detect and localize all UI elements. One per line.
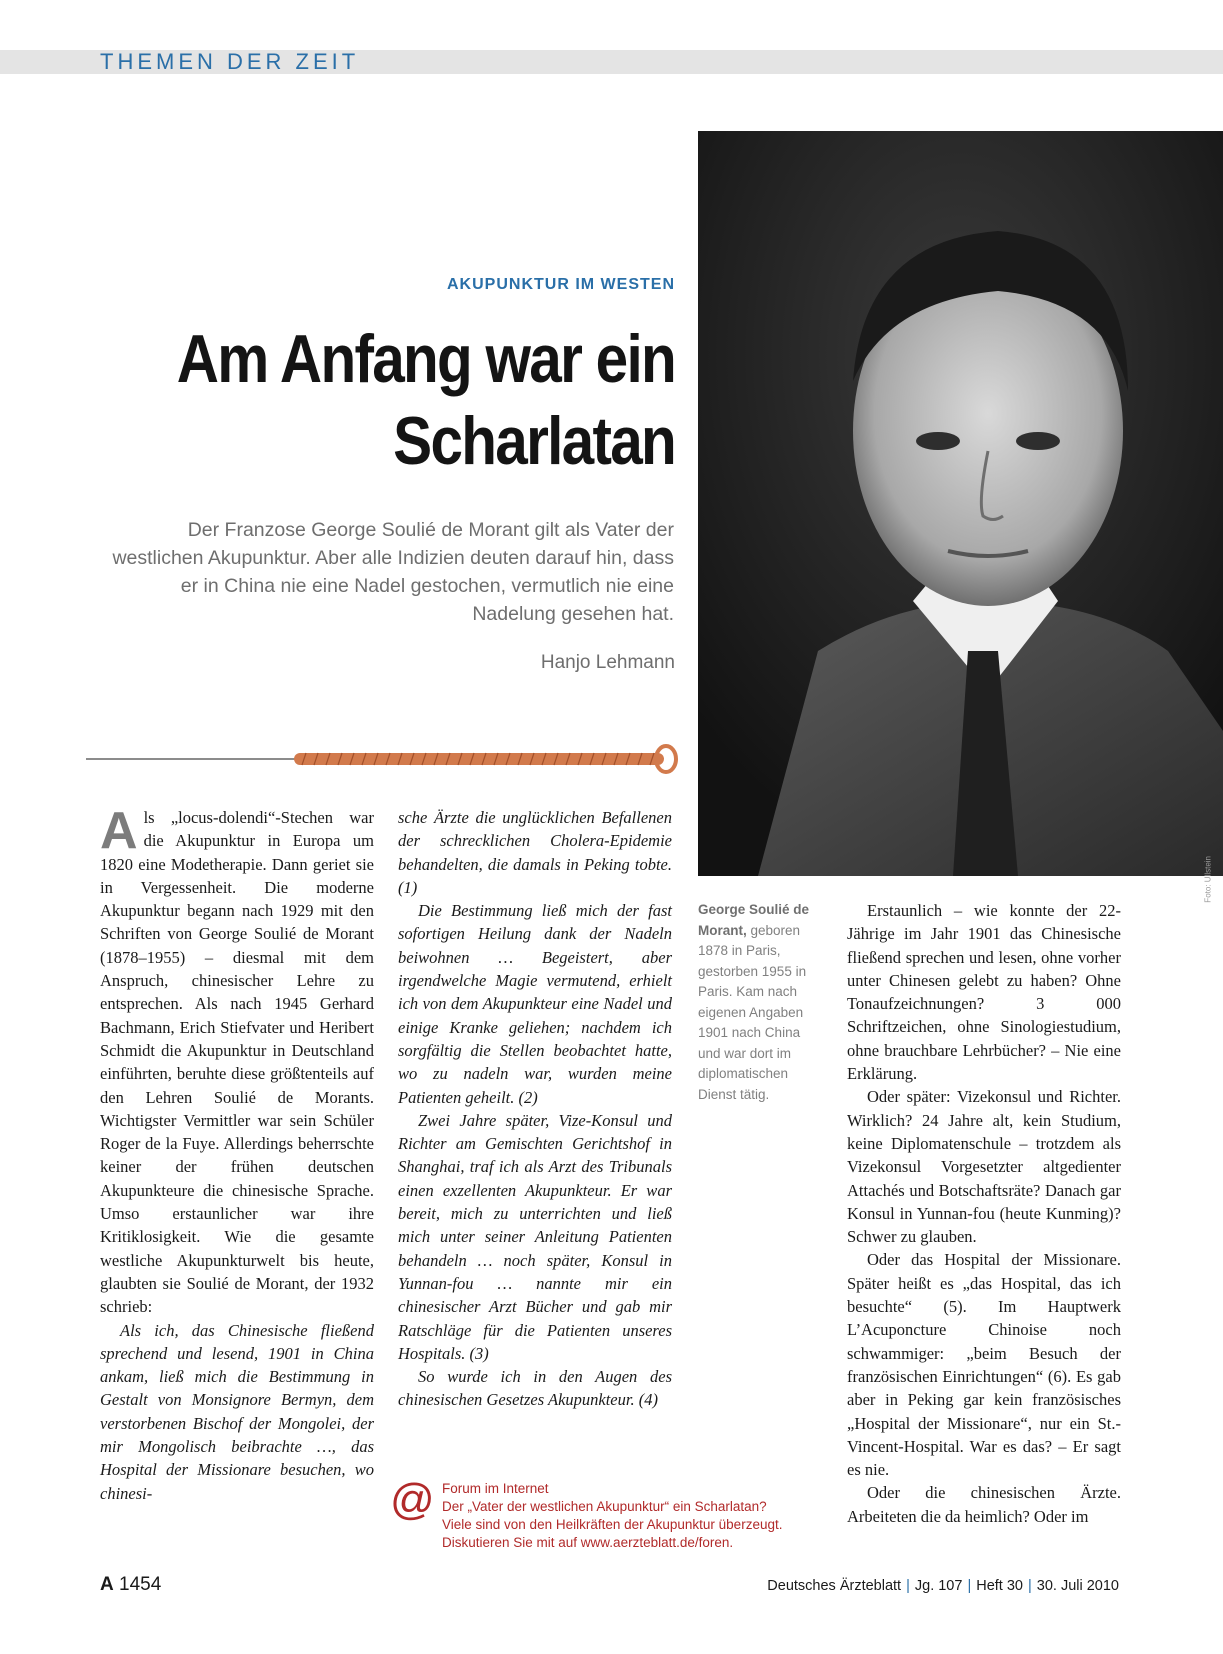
- paragraph: [100, 802, 374, 1319]
- caption-text: geboren 1878 in Paris, gestorben 1955 in Paris. Kam nach eigenen Angaben 1901 nach China und war dort im diplomatischen Dienst tätig.: [698, 922, 807, 1102]
- quote-text: sche Ärzte die unglücklichen Befallenen der schrecklichen Cholera-Epidemie behandelten, die damals in Peking tobte. (1): [398, 808, 672, 897]
- acupuncture-needle-illustration: [86, 744, 682, 774]
- forum-box: [390, 1475, 810, 1558]
- quote-text: Die Bestimmung ließ mich der fast sofortigen Heilung dank der Nadeln beiwohnen … Begeistert, aber irgendwelche Magie vermutend, erhielt ich von dem Akupunkteur eine Nadel und einige Kranke geliehen; nachdem ich sorgfältig die Stellen beobachtet hatte, wo zu nadeln war, wurden meine Patienten geheilt. (2): [398, 901, 672, 1107]
- article-lead: Der Franzose George Soulié de Morant gilt als Vater der westlichen Akupunktur. Aber alle Indizien deuten darauf hin, dass er in China nie eine Nadel gestochen, vermutlich nie eine Nadelung gesehen hat.: [112, 519, 674, 625]
- forum-text: [442, 1480, 822, 1552]
- paragraph: Erstaunlich – wie konnte der 22-Jährige im Jahr 1901 das Chinesische fließend sprechen und lesen, ohne vorher unter Chinesen gelebt zu haben? Ohne Tonaufzeichnungen? 3 000 Schriftzeichen, ohne Sinologiestudium, ohne brauchbare Lehrbücher? – Nie eine Erklärung.: [847, 901, 1121, 1084]
- article-column-1: [100, 802, 374, 1505]
- journal-info: [767, 1578, 1119, 1594]
- photo-credit: Foto: Ullstein: [1204, 856, 1213, 903]
- quote-text: Als ich, das Chinesische fließend sprechend und lesend, 1901 in China ankam, ließ mich die Bestimmung in Gestalt von Monsignore Bermyn, dem verstorbenen Bischof der Mongolei, der mir Mongolisch beibrachte …, das Hospital der Missionare besuchen, wo chinesi-: [100, 1320, 374, 1503]
- separator: |: [906, 1578, 910, 1594]
- paragraph: Oder die chinesischen Ärzte. Arbeiteten die da heimlich? Oder im: [847, 1483, 1121, 1526]
- page-prefix: A: [100, 1574, 114, 1595]
- quote-text: So wurde ich in den Augen des chinesischen Gesetzes Akupunkteur. (4): [398, 1367, 672, 1410]
- paragraph-text: ls „locus-dolendi“-Stechen war die Akupunktur in Europa um 1820 eine Modetherapie. Dann geriet sie in Vergessenheit. Die moderne Akupunktur begann nach 1929 mit den Schriften von George Soulié de Morant (1878–1955) – diesmal mit dem Anspruch, chinesischer Lehre zu entsprechen. Als nach 1945 Gerhard Bachmann, Erich Stiefvater und Heribert Schmidt die Akupunktur in Deutschland einführten, beruhte diese größtenteils auf den Lehren Soulié de Morants. Wichtigster Vermittler war sein Schüler Roger de la Fuye. Allerdings beherrschte keiner der frühen deutschen Akupunkteure die chinesische Sprache. Umso erstaunlicher war ihre Kritiklosigkeit. Wie die gesamte westliche Akupunkturwelt bis heute, glaubten sie Soulié de Morant, der 1932 schrieb:: [100, 808, 374, 1317]
- journal-volume: Jg. 107: [914, 1578, 963, 1594]
- article-headline: [176, 318, 675, 482]
- headline-line-2: Scharlatan: [393, 403, 675, 479]
- paragraph: Oder später: Vizekonsul und Richter. Wirklich? 24 Jahre alt, kein Studium, keine Diplomatenschule – trotzdem als Vizekonsul Vorgesetzter altgedienter Attachés und Botschaftsräte? Danach gar Konsul in Yunnan-fou (heute Kunming)? Schwer zu glauben.: [847, 1087, 1121, 1247]
- quote-paragraph: [398, 1365, 672, 1412]
- caption-name: George Soulié de Morant,: [698, 902, 810, 938]
- portrait-illustration: [698, 131, 1223, 876]
- quote-text: Zwei Jahre später, Vize-Konsul und Richter am Gemischten Gerichtshof in Shanghai, traf ich als Arzt des Tribunals einen exzellenten Akupunkteur. Er war bereit, mich zu unterrichten und ließ mich unter seiner Anleitung Patienten behandeln … noch später, Konsul in Yunnan-fou … nannte mir ein chinesischer Arzt Bücher und gab mir Ratschläge für die Patienten unseres Hospitals. (3): [398, 1110, 672, 1363]
- forum-link[interactable]: Diskutieren Sie mit auf www.aerzteblatt.de/foren.: [442, 1535, 734, 1550]
- journal-name: Deutsches Ärzteblatt: [767, 1578, 902, 1594]
- paragraph: Oder das Hospital der Missionare. Später heißt es „das Hospital, das ich besuchte“ (5). Im Hauptwerk L’Acuponcture Chinoise noch schwammiger: „beim Besuch der französischen Einrichtungen“ (6). Es gab aber in Peking gar kein französisches „Hospital der Missionare“, nur ein St.-Vincent-Hospital. War es das? – Er sagt es nie.: [847, 1250, 1121, 1480]
- page-number-value: 1454: [119, 1574, 162, 1595]
- drop-cap: A: [100, 802, 138, 860]
- separator: |: [1027, 1578, 1032, 1594]
- article-author: Hanjo Lehmann: [540, 652, 675, 673]
- at-sign-icon: @: [390, 1475, 435, 1524]
- article-column-2: [398, 806, 672, 1412]
- quote-paragraph: [398, 806, 672, 899]
- forum-line: Der „Vater der westlichen Akupunktur“ ein Scharlatan?: [442, 1499, 767, 1514]
- quote-paragraph: [398, 899, 672, 1109]
- section-label: THEMEN DER ZEIT: [100, 49, 360, 74]
- journal-date: 30. Juli 2010: [1036, 1578, 1119, 1594]
- journal-issue: Heft 30: [976, 1578, 1023, 1594]
- article-column-3: [847, 899, 1121, 1528]
- quote-paragraph: [398, 1109, 672, 1365]
- page-number: [100, 1574, 161, 1596]
- headline-line-1: Am Anfang war ein: [176, 321, 675, 397]
- article-kicker: AKUPUNKTUR IM WESTEN: [447, 276, 675, 293]
- forum-title: Forum im Internet: [442, 1481, 549, 1496]
- portrait-photo: [698, 131, 1223, 903]
- photo-caption: [698, 900, 826, 1105]
- forum-line: Viele sind von den Heilkräften der Akupunktur überzeugt.: [442, 1517, 783, 1532]
- separator: |: [967, 1578, 972, 1594]
- quote-paragraph: [100, 1319, 374, 1505]
